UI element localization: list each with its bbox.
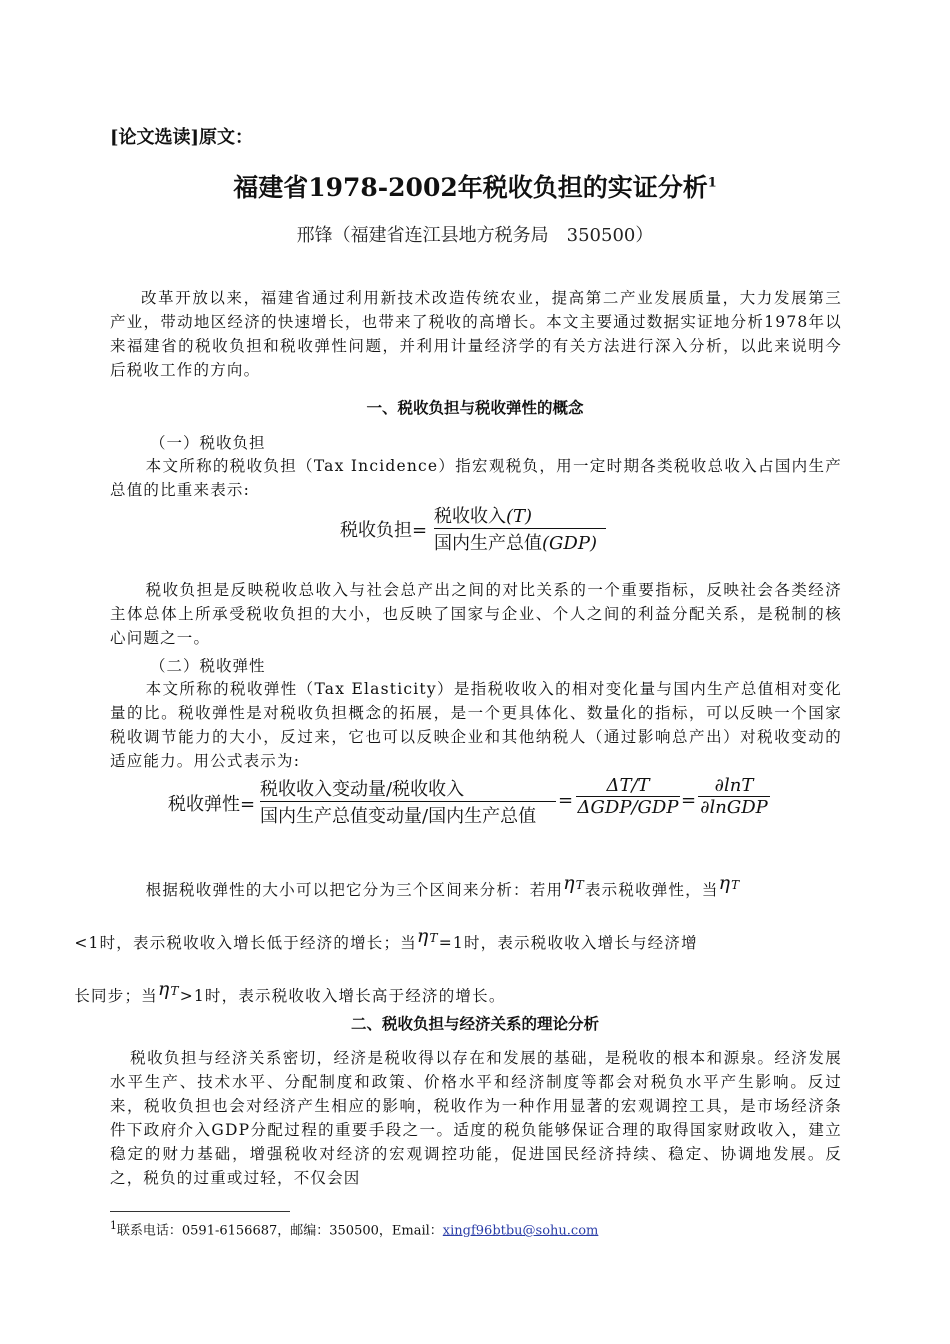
section2-paragraph: 税收负担与经济关系密切，经济是税收得以存在和发展的基础，是税收的根本和源泉。经济发展水平生产、技术水平、分配制度和政策、价格水平和经济制度等都会对税负水平产生影响。反过来，税收负担也会对经济产生相应的影响，税收作为一种作用显著的宏观调控工具，是市场经济条件下政府介入GDP分配过程的重要手段之一。适度的税负能够保证合理的取得国家财政收入，建立稳定的财力基础，增强税收对经济的宏观调控功能，促进国民经济持续、稳定、协调地发展。反之，税负的过重或过轻，不仅会因 [110, 1049, 842, 1187]
formula2-equals-1: = [558, 790, 574, 811]
footnote-email-link[interactable]: xingf96btbu@sohu.com [442, 1223, 599, 1239]
tax-burden-definition: 本文所称的税收负担（Tax Incidence）指宏观税负，用一定时期各类税收总收入占国内生产总值的比重来表示: [110, 457, 842, 499]
intervals-text-b: 表示税收弹性，当 [584, 881, 719, 899]
intervals-text-a: 根据税收弹性的大小可以把它分为三个区间来分析：若用 [145, 881, 564, 899]
eta-symbol-3: ηT [416, 925, 439, 947]
formula1-lhs: 税收负担= [340, 520, 428, 541]
paper-title [0, 168, 950, 204]
formula2-fraction-log [698, 775, 770, 818]
formula1-numerator: 税收收入 [434, 506, 506, 527]
formula2-numerator-log: ∂lnT [714, 775, 754, 796]
footnote-mark: 1 [110, 1219, 117, 1232]
intervals-text-e: 长同步；当 [74, 987, 158, 1005]
formula1-numerator-var: (T) [506, 506, 533, 527]
elasticity-intervals-paragraph [74, 864, 842, 1023]
footnote [110, 1219, 598, 1238]
eta-symbol-2: ηT [718, 872, 741, 894]
formula1-denominator: 国内生产总值 [434, 533, 542, 554]
tax-burden-explanation: 税收负担是反映税收总收入与社会总产出之间的对比关系的一个重要指标，反映社会各类经济主体总体上所承受税收负担的大小，也反映了国家与企业、个人之间的利益分配关系，是税制的核心问题之一。 [110, 581, 842, 647]
section2-heading: 二、税收负担与经济关系的理论分析 [350, 1014, 599, 1033]
formula2-denominator-words: 国内生产总值变动量/国内生产总值 [260, 806, 537, 827]
formula1-fraction [434, 502, 606, 555]
footnote-separator [110, 1211, 290, 1212]
header-label: [论文选读]原文： [110, 127, 254, 148]
author-line: 邢锋（福建省连江县地方税务局 350500） [296, 225, 654, 246]
formula1-denominator-var: (GDP) [542, 533, 597, 554]
subsection-tax-elasticity: （二）税收弹性 [150, 657, 266, 675]
formula2-numerator-words: 税收收入变动量/税收收入 [260, 779, 465, 800]
section1-heading: 一、税收负担与税收弹性的概念 [366, 398, 584, 417]
formula2-fraction-delta [576, 775, 680, 818]
formula2-denominator-log: ∂lnGDP [700, 797, 768, 818]
eta-symbol-1: ηT [563, 872, 585, 894]
subsection-tax-burden: （一）税收负担 [150, 434, 266, 452]
title-footnote-mark: 1 [707, 175, 717, 191]
intervals-text-f: >1时，表示税收收入增长高于经济的增长。 [179, 987, 506, 1005]
intervals-text-d: =1时，表示税收收入增长与经济增 [438, 934, 698, 952]
eta-symbol-4: ηT [157, 978, 180, 1000]
title-text: 福建省1978-2002年税收负担的实证分析 [233, 173, 708, 202]
formula2-denominator-delta: ΔGDP/GDP [577, 797, 679, 818]
tax-elasticity-definition: 本文所称的税收弹性（Tax Elasticity）是指税收收入的相对变化量与国内生产总值相对变化量的比。税收弹性是对税收负担概念的拓展，是一个更具体化、数量化的指标，可以反映一个国家税收调节能力的大小，反过来，它也可以反映企业和其他纳税人（通过影响总产出）对税收变动的适应能力。用公式表示为: [110, 680, 842, 770]
formula2-numerator-delta: ΔT/T [606, 775, 650, 796]
intro-paragraph: 改革开放以来，福建省通过利用新技术改造传统农业，提高第二产业发展质量，大力发展第三产业，带动地区经济的快速增长，也带来了税收的高增长。本文主要通过数据实证地分析1978年以来福建省的税收负担和税收弹性问题，并利用计量经济学的有关方法进行深入分析，以此来说明今后税收工作的方向。 [110, 289, 842, 379]
formula2-fraction-words [260, 775, 556, 828]
formula2-equals-2: = [681, 790, 697, 811]
formula2-lhs: 税收弹性= [168, 794, 256, 815]
intervals-text-c: <1时，表示税收收入增长低于经济的增长；当 [74, 934, 417, 952]
footnote-text: 联系电话：0591-6156687，邮编：350500，Email： [116, 1223, 443, 1239]
